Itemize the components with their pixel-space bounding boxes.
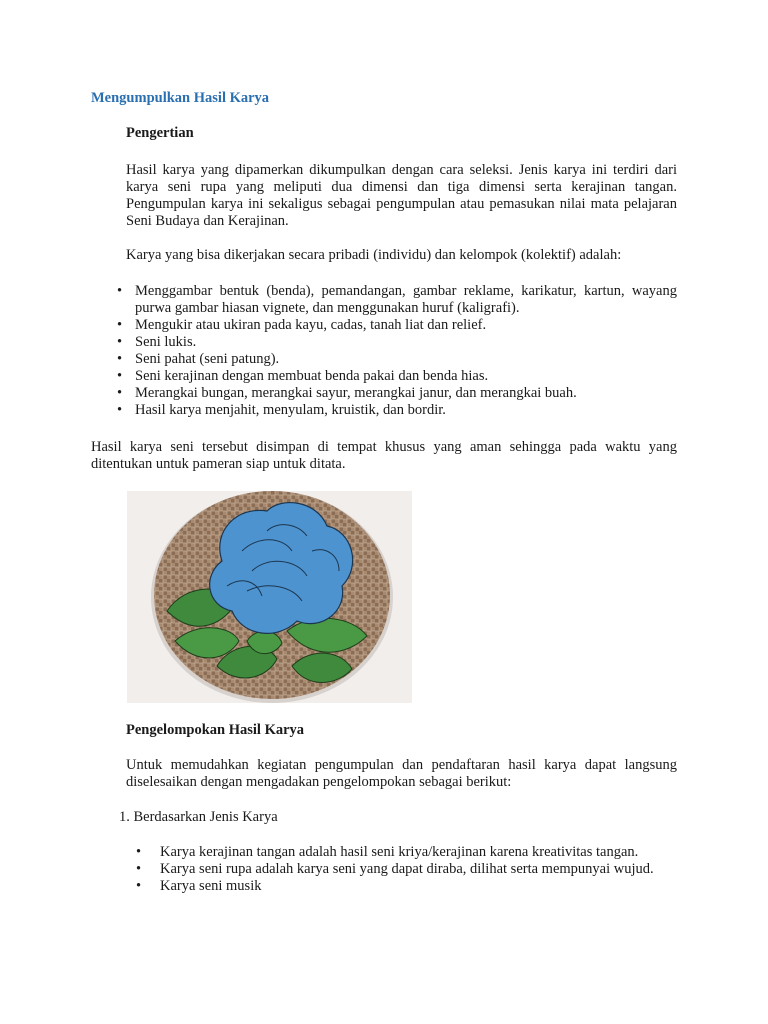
bullet-icon: • bbox=[117, 402, 123, 418]
list-item: • Karya seni rupa adalah karya seni yang dapat diraba, dilihat serta mempunyai wujud. bbox=[136, 861, 654, 877]
list-item: • Mengukir atau ukiran pada kayu, cadas, tanah liat dan relief. bbox=[117, 317, 487, 333]
list-item: • Seni pahat (seni patung). bbox=[117, 351, 280, 367]
woven-plate-image bbox=[127, 491, 412, 703]
paragraph-penyimpanan: Hasil karya seni tersebut disimpan di tempat khusus yang aman sehingga pada waktu yang ditentukan untuk pameran siap untuk ditata. bbox=[91, 439, 677, 472]
list-item: • Seni kerajinan dengan membuat benda pakai dan benda hias. bbox=[117, 368, 489, 384]
karya-list bbox=[117, 283, 677, 419]
bullet-icon: • bbox=[117, 334, 123, 350]
list-item: • Merangkai bungan, merangkai sayur, merangkai janur, dan merangkai buah. bbox=[117, 385, 577, 401]
bullet-icon: • bbox=[136, 844, 142, 860]
list-item: • Karya seni musik bbox=[136, 878, 262, 894]
paragraph-pengertian: Hasil karya yang dipamerkan dikumpulkan dengan cara seleksi. Jenis karya ini terdiri dari karya seni rupa yang meliputi dua dimensi dan tiga dimensi serta kerajinan tangan. Pengumpulan karya ini sekaligus sebagai pengumpulan atau pemasukan nilai mata pelajaran Seni Budaya dan Kerajinan. bbox=[126, 162, 677, 229]
paragraph-karya-intro: Karya yang bisa dikerjakan secara pribadi (individu) dan kelompok (kolektif) adalah: bbox=[126, 247, 622, 263]
bullet-icon: • bbox=[117, 368, 123, 384]
section-heading-pengelompokan: Pengelompokan Hasil Karya bbox=[126, 722, 305, 738]
bullet-icon: • bbox=[117, 317, 123, 333]
numbered-item-jenis-karya: 1. Berdasarkan Jenis Karya bbox=[119, 809, 278, 825]
bullet-icon: • bbox=[117, 385, 123, 401]
section-heading-pengertian: Pengertian bbox=[126, 125, 194, 141]
bullet-icon: • bbox=[117, 351, 123, 367]
page-title: Mengumpulkan Hasil Karya bbox=[91, 90, 270, 106]
bullet-icon: • bbox=[136, 878, 142, 894]
list-item: • Seni lukis. bbox=[117, 334, 197, 350]
list-item: • Hasil karya menjahit, menyulam, kruistik, dan bordir. bbox=[117, 402, 446, 418]
paragraph-pengelompokan: Untuk memudahkan kegiatan pengumpulan dan pendaftaran hasil karya dapat langsung diselesaikan dengan mengadakan pengelompokan sebagai berikut: bbox=[126, 757, 677, 790]
list-item: • Menggambar bentuk (benda), pemandangan, gambar reklame, karikatur, kartun, wayang purwa gambar hiasan vignete, dan menggunakan huruf (kaligrafi). bbox=[117, 283, 677, 316]
bullet-icon: • bbox=[117, 283, 123, 299]
jenis-karya-list bbox=[126, 844, 686, 895]
list-item: • Karya kerajinan tangan adalah hasil seni kriya/kerajinan karena kreativitas tangan. bbox=[136, 844, 639, 860]
bullet-icon: • bbox=[136, 861, 142, 877]
